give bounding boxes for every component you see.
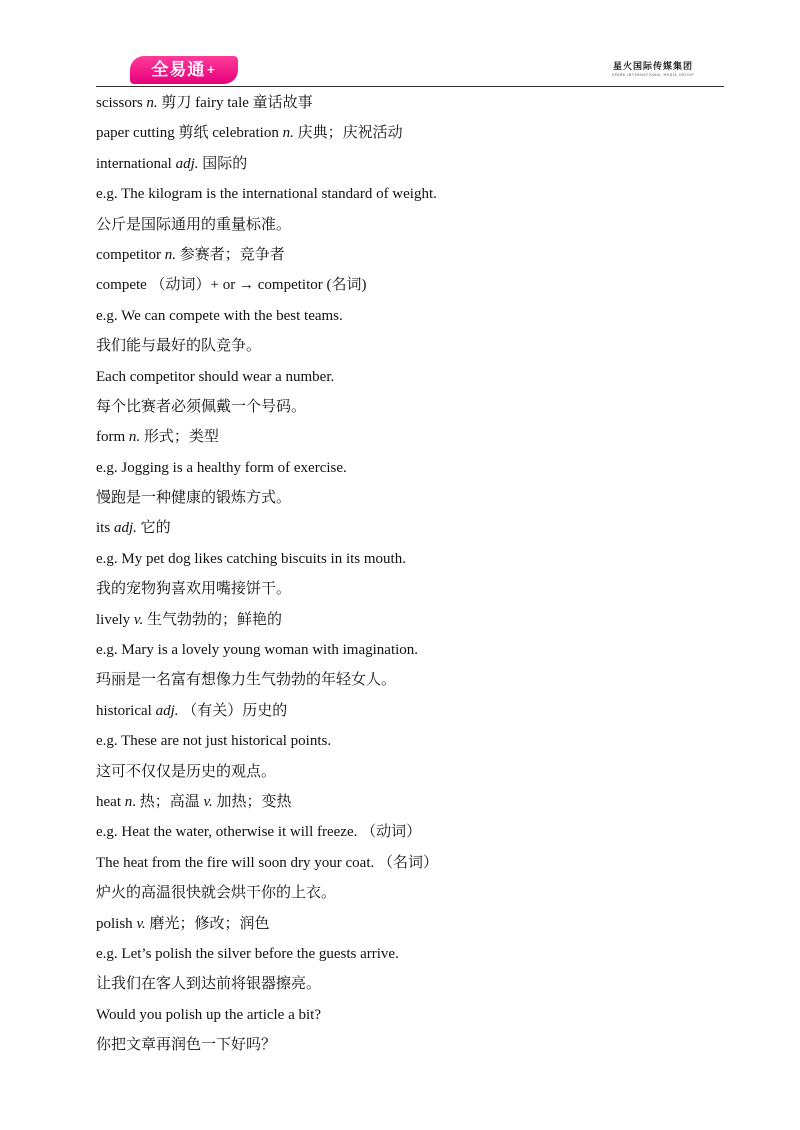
page-header (96, 54, 724, 88)
line-text: e.g. These are not just historical points. (96, 733, 332, 750)
line-text: e.g. Let’s polish the silver before the guests arrive. (96, 945, 399, 962)
line-text: Would you polish up the article a bit? (96, 1006, 321, 1023)
line-text: compete （动词）+ or → competitor (名词) (96, 277, 367, 294)
text-line (96, 757, 736, 787)
line-text: 炉火的高温很快就会烘干你的上衣。 (96, 885, 337, 902)
line-text: Each competitor should wear a number. (96, 368, 335, 385)
text-line (96, 118, 736, 148)
part-of-speech: n. (128, 429, 141, 446)
line-text: 每个比赛者必须佩戴一个号码。 (96, 398, 307, 415)
text-line (96, 301, 736, 331)
text-line (96, 1000, 736, 1030)
line-text: e.g. The kilogram is the international standard of weight. (96, 186, 437, 203)
publisher-brand (612, 62, 694, 78)
line-text: scissors (96, 95, 147, 111)
text-line (96, 726, 736, 756)
line-text: e.g. Heat the water, otherwise it will freeze. （动词） (96, 824, 422, 841)
line-text: international (96, 155, 176, 172)
text-line (96, 848, 736, 878)
text-line (96, 240, 736, 270)
line-text: 磨光；修改；润色 (145, 915, 270, 932)
line-text: polish (96, 915, 137, 932)
text-line (96, 88, 736, 118)
text-line (96, 665, 736, 695)
line-text: The heat from the fire will soon dry your coat. （名词） (96, 854, 438, 871)
line-text: 加热；变热 (212, 793, 292, 810)
line-text: e.g. We can compete with the best teams. (96, 307, 343, 324)
publisher-name-english: SPARK INTERNATIONAL MEDIA GROUP (611, 73, 694, 77)
part-of-speech: adj. (113, 520, 137, 537)
line-text: e.g. My pet dog likes catching biscuits in its mouth. (96, 550, 406, 567)
line-text: 慢跑是一种健康的锻炼方式。 (96, 490, 292, 507)
header-divider (96, 86, 724, 87)
line-text: 让我们在客人到达前将银器擦亮。 (96, 976, 322, 993)
part-of-speech: n. (282, 125, 294, 142)
line-text: 国际的 (198, 155, 248, 172)
line-text: 我的宠物狗喜欢用嘴接饼干。 (96, 581, 292, 598)
text-line (96, 179, 736, 209)
part-of-speech: v. (133, 611, 144, 628)
line-text: 形式；类型 (140, 429, 219, 446)
text-line (96, 696, 736, 726)
text-line (96, 909, 736, 939)
line-text: 我们能与最好的队竞争。 (96, 338, 262, 355)
text-line (96, 392, 736, 422)
line-text: heat (96, 793, 125, 810)
part-of-speech: adj. (175, 155, 199, 172)
line-text: 公斤是国际通用的重量标准。 (96, 216, 292, 233)
text-line (96, 149, 736, 179)
logo-text: 全易通 (151, 60, 206, 80)
text-line (96, 939, 736, 969)
line-text: 这可不仅仅是历史的观点。 (96, 763, 277, 780)
line-text: paper cutting 剪纸 celebration (96, 125, 283, 142)
text-line (96, 362, 736, 392)
text-line (96, 969, 736, 999)
line-text: . 热；高温 (132, 793, 204, 810)
part-of-speech: adj. (155, 702, 179, 719)
line-text: competitor (96, 246, 165, 263)
line-text: e.g. Mary is a lovely young woman with imagination. (96, 642, 419, 659)
part-of-speech: n. (146, 95, 158, 111)
logo-mark: + (206, 63, 217, 76)
text-line (96, 544, 736, 574)
text-line (96, 422, 736, 452)
text-line (96, 635, 736, 665)
brand-logo (130, 56, 238, 84)
text-line (96, 270, 736, 300)
vocabulary-content (96, 88, 736, 1061)
line-text: 剪刀 fairy tale 童话故事 (157, 95, 313, 111)
text-line (96, 453, 736, 483)
text-line (96, 513, 736, 543)
text-line (96, 210, 736, 240)
part-of-speech: v. (136, 915, 146, 932)
line-text: lively (96, 611, 134, 628)
text-line (96, 331, 736, 361)
text-line (96, 1030, 736, 1060)
text-line (96, 817, 736, 847)
line-text: 它的 (136, 520, 171, 537)
text-line (96, 605, 736, 635)
line-text: 玛丽是一名富有想像力生气勃勃的年轻女人。 (96, 672, 397, 689)
line-text: 参赛者；竞争者 (175, 246, 285, 263)
part-of-speech: n. (164, 246, 176, 263)
part-of-speech: n (124, 793, 133, 810)
text-line (96, 574, 736, 604)
publisher-name: 星火国际传媒集团 (612, 62, 693, 72)
line-text: e.g. Jogging is a healthy form of exercise. (96, 459, 347, 476)
text-line (96, 787, 736, 817)
line-text: 你把文章再润色一下好吗？ (96, 1037, 277, 1054)
line-text: 生气勃勃的；鲜艳的 (143, 611, 282, 628)
line-text: 庆典；庆祝活动 (293, 125, 403, 142)
text-line (96, 878, 736, 908)
line-text: form (96, 429, 129, 446)
part-of-speech: v. (203, 793, 213, 810)
text-line (96, 483, 736, 513)
line-text: historical (96, 702, 156, 719)
line-text: （有关）历史的 (178, 702, 288, 719)
line-text: its (96, 520, 114, 537)
